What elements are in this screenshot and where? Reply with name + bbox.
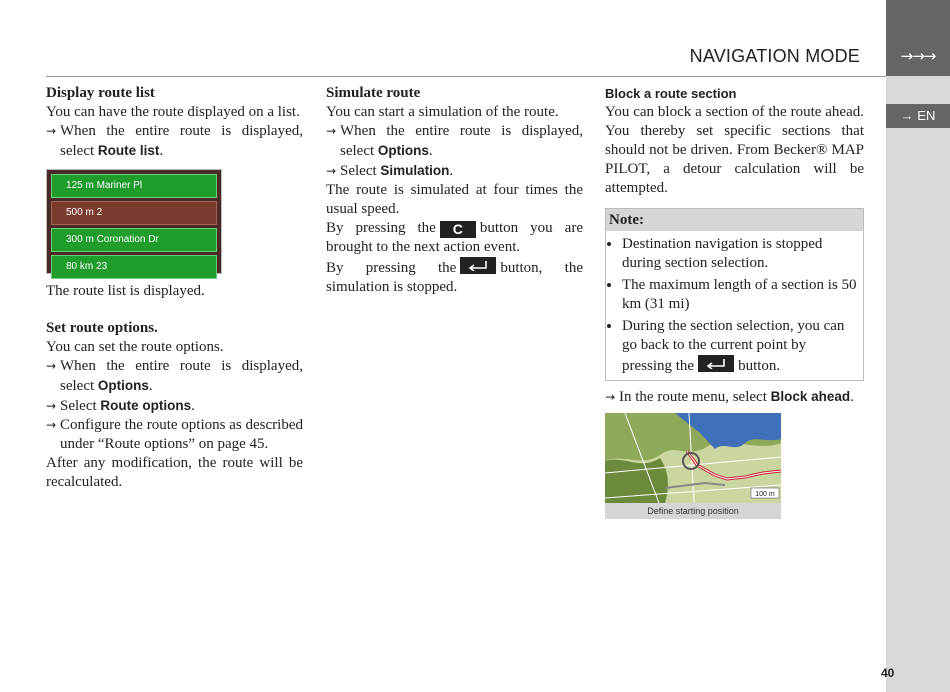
column-right [605,84,864,519]
page-number: 40 [881,666,895,680]
step-item: → Select Simulation. [326,163,454,179]
step-item: → When the entire route is displayed, select Options. [326,123,583,159]
section-heading-display-route-list: Display route list [46,85,155,101]
section-heading-block-route-section: Block a route section [605,86,737,101]
arrow-right-icon: → [326,164,337,178]
back-button-icon [698,355,734,372]
arrow-right-icon: → [46,399,57,413]
column-middle [326,84,583,297]
section-heading-set-route-options: Set route options. [46,320,158,336]
route-list-item: 300 m Coronation Dr [51,228,217,252]
arrow-right-icon: → [326,124,337,138]
step-item: → In the route menu, select Block ahead. [605,389,854,405]
sidebar-header-block [886,0,950,76]
c-button-icon: C [440,221,476,238]
paragraph: You can start a simulation of the route. [326,104,559,120]
arrow-right-icon: → [46,359,57,373]
step-item: → When the entire route is displayed, select Options. [46,358,303,394]
step-item: → Configure the route options as described under “Route options” on page 45. [46,417,303,452]
paragraph: By pressing the C button you are brought to the next action event. [326,220,583,255]
back-button-icon [460,257,496,274]
page-title: NAVIGATION MODE [689,46,860,66]
route-list-screenshot [46,169,222,274]
note-title: Note: [606,209,863,231]
note-item: • Destination navigation is stopped during section selection. [622,235,857,273]
route-list-item: 125 m Mariner Pl [51,174,217,198]
note-box [605,208,864,381]
paragraph: You can have the route displayed on a list. [46,104,300,120]
nav-arrows-icon: →→→ [900,47,936,65]
keyword: Route list [97,143,160,158]
keyword: Options [97,378,149,393]
keyword: Block ahead [770,389,851,404]
section-heading-simulate-route: Simulate route [326,85,421,101]
map-screenshot [605,413,781,519]
language-tab[interactable]: → EN [886,104,950,128]
arrow-right-icon: → [605,390,616,404]
arrow-right-icon: → [46,124,57,138]
paragraph: The route is simulated at four times the usual speed. [326,182,583,217]
sidebar-strip [886,0,950,692]
step-item: → Select Route options. [46,398,195,414]
arrow-right-icon: → [46,418,57,432]
step-item: → When the entire route is displayed, select Route list. [46,123,303,159]
paragraph: You can set the route options. [46,339,224,355]
map-scale: 100 m [755,491,775,498]
header-divider [46,76,886,77]
map-caption: Define starting position [647,506,739,516]
paragraph: By pressing the button, the simulation is stopped. [326,257,583,297]
paragraph: The route list is displayed. [46,283,205,299]
route-list-item: 80 km 23 [51,255,217,279]
note-item: • The maximum length of a section is 50 km (31 mi) [622,276,857,314]
paragraph: After any modification, the route will be recalculated. [46,455,303,490]
keyword: Simulation [380,163,450,178]
route-list-item-selected: 500 m 2 [51,201,217,225]
note-item: • During the section selection, you can go back to the current point by pressing the button. [622,317,857,376]
paragraph: You can block a section of the route ahead. You thereby set specific sections that should not be driven. From Becker® MAP PILOT, a detour calculation will be attempted. [605,104,864,196]
column-left [46,84,303,492]
keyword: Route options [100,398,192,413]
keyword: Options [377,143,429,158]
